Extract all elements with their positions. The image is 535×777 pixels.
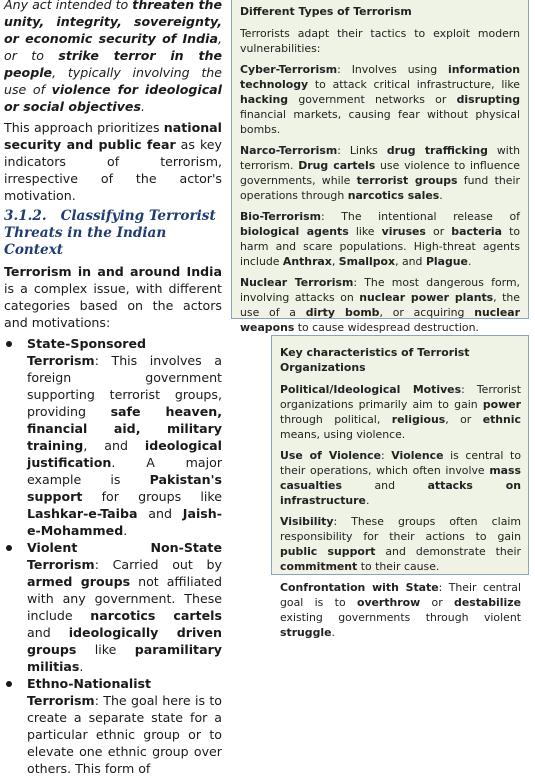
bold-text: attacks on infrastructure bbox=[280, 479, 521, 507]
nuclear-terrorism-paragraph bbox=[240, 275, 520, 335]
text-run: . bbox=[123, 523, 128, 538]
text-run: : Links bbox=[337, 144, 387, 157]
text-run: financial markets, causing fear without physical bombs. bbox=[240, 108, 520, 136]
definition-paragraph bbox=[4, 0, 222, 115]
text-run: or bbox=[425, 225, 452, 238]
bold-text: Visibility bbox=[280, 515, 334, 528]
text-run: . bbox=[467, 255, 472, 268]
bold-text: Jaish-e-Mohammed bbox=[27, 506, 222, 538]
text-run: . bbox=[79, 659, 84, 674]
list-item-ethno-nationalist bbox=[4, 675, 222, 777]
bold-text: drug trafficking bbox=[386, 144, 488, 157]
text-run: to attack critical infrastructure, like bbox=[308, 78, 520, 91]
bold-text: religious bbox=[391, 413, 446, 426]
text-run: to cause widespread destruction. bbox=[294, 321, 479, 334]
bold-text: ideological justification bbox=[27, 438, 222, 470]
text-run: not affiliated with any government. These include bbox=[27, 574, 222, 623]
text-run: This approach prioritizes bbox=[4, 120, 164, 135]
box-paragraph bbox=[240, 26, 520, 56]
bold-text: narcotics cartels bbox=[90, 608, 222, 623]
text-run: : Involves using bbox=[337, 63, 449, 76]
text-run: to their cause. bbox=[357, 560, 440, 573]
bold-text: national security and public fear bbox=[4, 120, 222, 152]
bold-text: Violent Non-State Terrorism bbox=[27, 540, 222, 572]
bold-text: Confrontation with State bbox=[280, 581, 439, 594]
bold-text: Drug cartels bbox=[298, 159, 376, 172]
text-run: and bbox=[137, 506, 183, 521]
text-run: use violence to influence governments, while bbox=[240, 159, 520, 187]
text-run: with terrorism. bbox=[240, 144, 520, 172]
text-run: : The goal here is to create a separate state for a particular ethnic group or to elevate one ethnic group over others. This form of bbox=[27, 693, 222, 776]
bold-text: overthrow bbox=[356, 596, 421, 609]
bold-text: violence for ideological or social objectives bbox=[4, 82, 222, 114]
section-heading bbox=[4, 208, 222, 259]
bold-text: disrupting bbox=[456, 93, 520, 106]
bold-text: Pakistan's support bbox=[27, 472, 222, 504]
text-run: is a complex issue, with different categories based on the actors and motivations: bbox=[4, 281, 222, 330]
text-run: fund their operations through bbox=[240, 174, 520, 202]
text-run: and bbox=[27, 625, 69, 640]
bold-text: Bio-Terrorism bbox=[240, 210, 321, 223]
bio-terrorism-paragraph bbox=[240, 209, 520, 269]
confrontation-paragraph bbox=[280, 580, 521, 640]
bold-text: terrorist groups bbox=[356, 174, 458, 187]
text-run: like bbox=[76, 642, 135, 657]
text-run: , and bbox=[83, 438, 145, 453]
bold-text: hacking bbox=[240, 93, 289, 106]
text-run: , or bbox=[445, 413, 483, 426]
main-column bbox=[4, 0, 222, 777]
bold-text: nuclear weapons bbox=[240, 306, 521, 334]
list-item-state-sponsored bbox=[4, 335, 222, 539]
text-run: as key indicators of terrorism, irrespective of the actor's motivation. bbox=[4, 137, 222, 203]
text-run: : Carried out by bbox=[94, 557, 222, 572]
text-run: , or to bbox=[4, 31, 222, 63]
approach-paragraph bbox=[4, 119, 222, 204]
list-item-non-state bbox=[4, 539, 222, 675]
types-of-terrorism-box bbox=[231, 0, 529, 334]
bold-text: mass casualties bbox=[280, 464, 521, 492]
bold-text: armed groups bbox=[27, 574, 131, 589]
text-run: through political, bbox=[280, 413, 392, 426]
text-run: is central to their operations, which often involve bbox=[280, 449, 521, 477]
text-run: Any act intended to bbox=[4, 0, 133, 12]
text-run: . A major example is bbox=[27, 455, 222, 487]
bold-text: Smallpox bbox=[338, 255, 396, 268]
bold-text: Terrorism in and around India bbox=[4, 264, 222, 279]
visibility-paragraph bbox=[280, 514, 521, 574]
text-run: . bbox=[365, 494, 370, 507]
bold-text: power bbox=[482, 398, 521, 411]
bold-text: State-Sponsored Terrorism bbox=[27, 336, 146, 368]
bold-text: safe heaven, financial aid, military training bbox=[27, 404, 222, 453]
text-run: and demonstrate their bbox=[375, 545, 521, 558]
bold-text: Use of Violence bbox=[280, 449, 381, 462]
characteristics-box bbox=[271, 335, 529, 639]
text-run: or bbox=[420, 596, 455, 609]
text-run: , the use of a bbox=[240, 291, 521, 319]
bold-text: Narco-Terrorism bbox=[240, 144, 338, 157]
text-run: : bbox=[381, 449, 392, 462]
box-title: Different Types of Terrorism bbox=[240, 5, 412, 18]
bold-text: viruses bbox=[381, 225, 426, 238]
text-run: : This involves a foreign government supporting terrorist groups, providing bbox=[27, 353, 222, 419]
bold-text: narcotics sales bbox=[347, 189, 440, 202]
bold-text: Plague bbox=[425, 255, 468, 268]
text-run: , typically involving the use of bbox=[4, 65, 222, 97]
bold-text: ideologically driven groups bbox=[27, 625, 223, 657]
bold-text: Lashkar-e-Taiba bbox=[27, 506, 138, 521]
bold-text: ethnic bbox=[482, 413, 521, 426]
complex-paragraph bbox=[4, 263, 222, 331]
text-run: means, using violence. bbox=[280, 428, 406, 441]
box-title: Key characteristics of Terrorist Organizations bbox=[280, 346, 470, 374]
narco-terrorism-paragraph bbox=[240, 143, 520, 203]
terrorism-types-list bbox=[4, 335, 222, 777]
text-run: : These groups often claim responsibility for their actions to gain bbox=[280, 515, 521, 543]
section-number: 3.1.2. bbox=[4, 208, 47, 224]
bold-text: nuclear power plants bbox=[359, 291, 494, 304]
bold-text: commitment bbox=[280, 560, 358, 573]
bold-text: Violence bbox=[391, 449, 444, 462]
text-run: government networks or bbox=[288, 93, 457, 106]
text-run: for groups like bbox=[82, 489, 222, 504]
text-run: : Terrorist organizations primarily aim to gain bbox=[280, 383, 521, 411]
bold-text: strike terror in the people bbox=[4, 48, 222, 80]
bold-text: threaten the unity, integrity, sovereignty, or economic security of India bbox=[4, 0, 223, 46]
text-run: : Their central goal is to bbox=[280, 581, 521, 609]
text-run: . bbox=[439, 189, 443, 202]
bold-text: Ethno-Nationalist Terrorism bbox=[27, 676, 152, 708]
text-run: : The intentional release of bbox=[320, 210, 520, 223]
text-run: Terrorists adapt their tactics to exploit modern vulnerabilities: bbox=[240, 27, 520, 55]
bold-text: public support bbox=[280, 545, 376, 558]
cyber-terrorism-paragraph bbox=[240, 62, 520, 137]
section-title: Classifying Terrorist Threats in the Indian Context bbox=[4, 208, 216, 258]
motives-paragraph bbox=[280, 382, 521, 442]
bold-text: Political/Ideological Motives bbox=[280, 383, 462, 396]
bold-text: Nuclear Terrorism bbox=[240, 276, 354, 289]
text-run: to harm and scare populations. High-threat agents include bbox=[240, 225, 520, 268]
bold-text: bacteria bbox=[451, 225, 502, 238]
text-run: and bbox=[341, 479, 428, 492]
bold-text: Cyber-Terrorism bbox=[240, 63, 338, 76]
bold-text: paramilitary militias bbox=[27, 642, 222, 674]
bold-text: biological agents bbox=[240, 225, 349, 238]
text-run: existing governments through violent bbox=[280, 611, 521, 624]
text-run: , bbox=[331, 255, 339, 268]
text-run: . bbox=[140, 99, 145, 114]
bold-text: Anthrax bbox=[282, 255, 332, 268]
text-run: , or acquiring bbox=[379, 306, 475, 319]
text-run: . bbox=[331, 626, 335, 639]
violence-paragraph bbox=[280, 448, 521, 508]
text-run: , and bbox=[395, 255, 426, 268]
bold-text: destabilize bbox=[454, 596, 521, 609]
text-run: like bbox=[348, 225, 382, 238]
bold-text: dirty bomb bbox=[305, 306, 380, 319]
bold-text: information technology bbox=[240, 63, 520, 91]
bold-text: struggle bbox=[280, 626, 332, 639]
text-run: : The most dangerous form, involving attacks on bbox=[240, 276, 521, 304]
